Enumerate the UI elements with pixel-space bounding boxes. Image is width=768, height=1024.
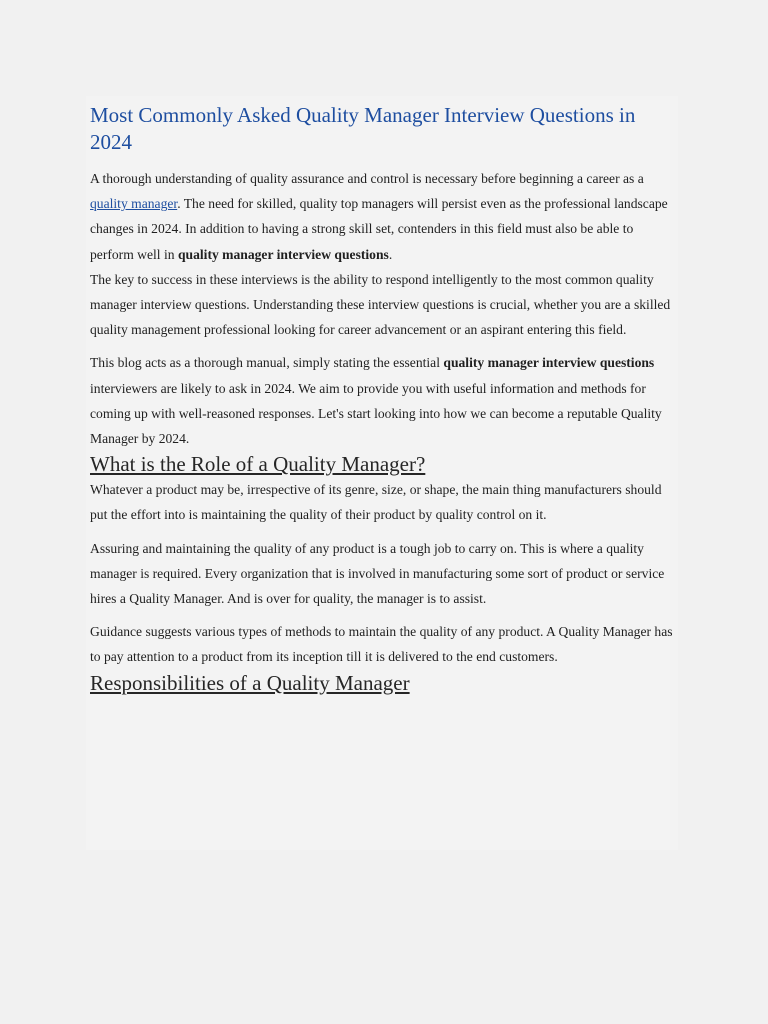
intro-text-end: . xyxy=(388,246,393,262)
role-paragraph-1: Whatever a product may be, irrespective of its genre, size, or shape, the main thing manufacturers should put the effort into is maintaining the quality of their product by quality control on it. xyxy=(90,482,662,523)
intro-paragraph-3 xyxy=(90,350,680,451)
intro-p3-before-bold: This blog acts as a thorough manual, simply stating the essential xyxy=(90,355,444,371)
intro-paragraph-1 xyxy=(90,166,680,267)
quality-manager-link[interactable]: quality manager xyxy=(90,196,178,212)
article-body xyxy=(90,100,680,696)
article-title: Most Commonly Asked Quality Manager Interview Questions in 2024 xyxy=(90,103,636,154)
intro-text-before-link: A thorough understanding of quality assurance and control is necessary before beginning a career as a xyxy=(90,171,644,186)
intro-p3-after-bold: interviewers are likely to ask in 2024. We aim to provide you with useful information and methods for coming up with well-reasoned responses. Let's start looking into how we can become a reputable Quality Manager by 2024. xyxy=(90,380,662,447)
role-paragraph-3: Guidance suggests various types of methods to maintain the quality of any product. A Quality Manager has to pay attention to a product from its inception till it is delivered to the end customers. xyxy=(90,624,673,665)
role-paragraph-2: Assuring and maintaining the quality of any product is a tough job to carry on. This is where a quality manager is required. Every organization that is involved in manufacturing some sort of product or service hires a Quality Manager. And is over for quality, the manager is to assist. xyxy=(90,540,665,607)
intro-paragraph-2: The key to success in these interviews is the ability to respond intelligently to the most common quality manager interview questions. Understanding these interview questions is crucial, whether you are a skilled quality management professional looking for career advancement or an aspirant entering this field. xyxy=(90,271,671,338)
intro-bold-phrase: quality manager interview questions xyxy=(177,246,389,262)
intro-p3-bold-phrase: quality manager interview questions xyxy=(443,355,655,371)
role-section-heading: What is the Role of a Quality Manager? xyxy=(90,452,426,477)
responsibilities-section-heading: Responsibilities of a Quality Manager xyxy=(90,670,410,695)
intro-text-after-link: . The need for skilled, quality top managers will persist even as the professional landscape changes in 2024. In addition to having a strong skill set, contenders in this field must also be able to perform well in xyxy=(90,196,668,262)
